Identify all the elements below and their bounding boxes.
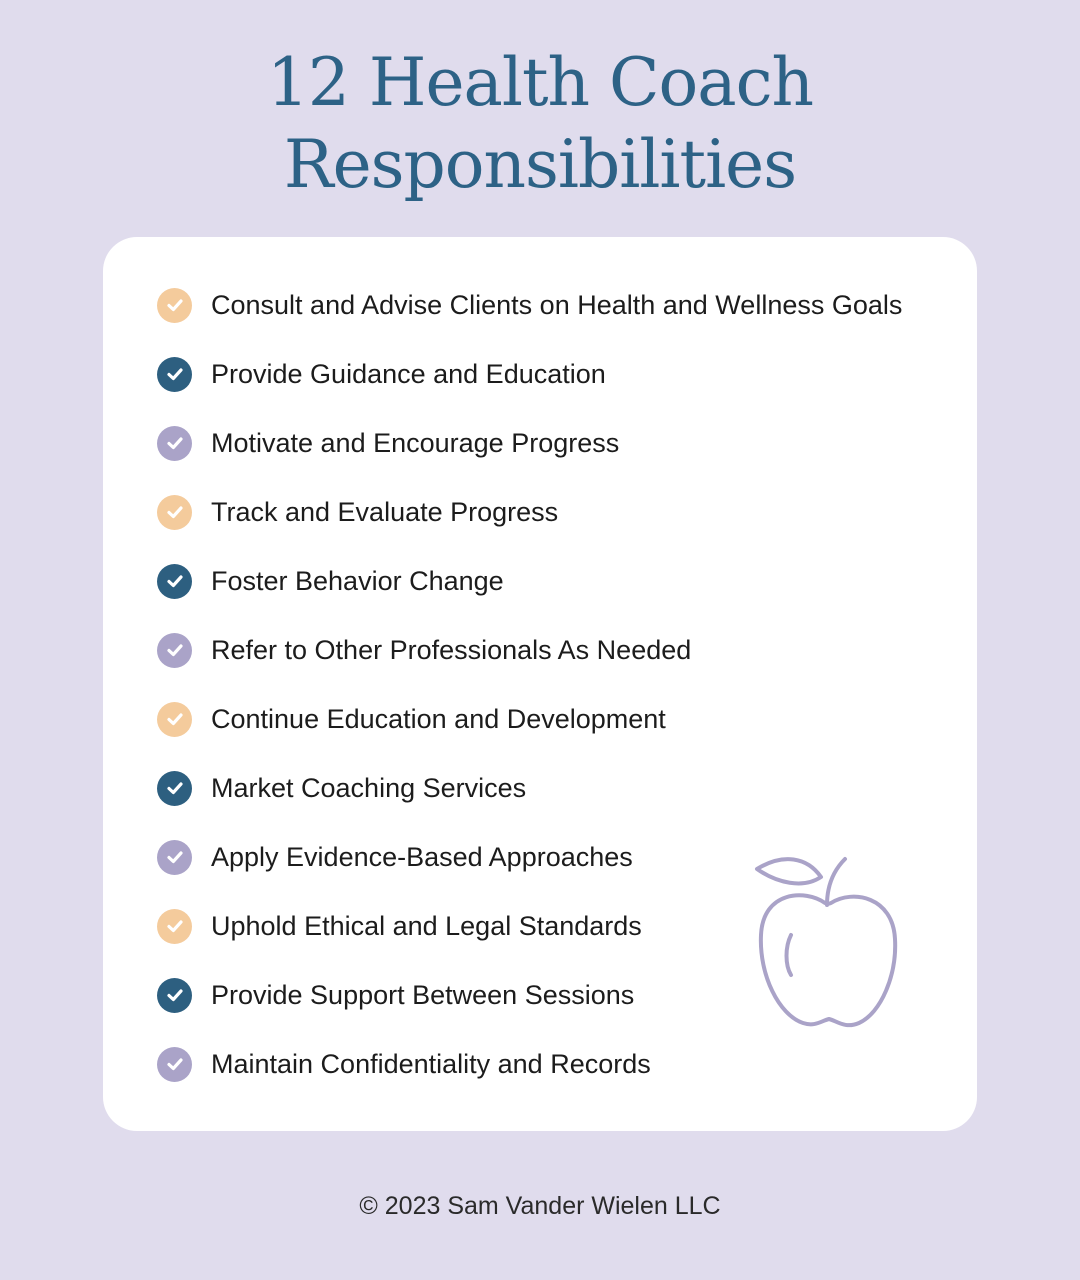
title-line-1: 12 Health Coach <box>266 44 814 121</box>
check-circle-icon <box>157 288 192 323</box>
list-item <box>157 837 633 877</box>
list-item-label: Maintain Confidentiality and Records <box>211 1048 651 1079</box>
check-circle-icon <box>157 357 192 392</box>
list-item-label: Consult and Advise Clients on Health and Wellness Goals <box>211 289 903 320</box>
list-item-label: Continue Education and Development <box>211 703 666 734</box>
check-circle-icon <box>157 702 192 737</box>
check-circle-icon <box>157 840 192 875</box>
list-item <box>157 768 526 808</box>
list-item-label: Track and Evaluate Progress <box>211 496 559 527</box>
list-item <box>157 975 634 1015</box>
list-item-label: Provide Guidance and Education <box>211 358 606 389</box>
copyright-footer: © 2023 Sam Vander Wielen LLC <box>359 1192 721 1220</box>
check-circle-icon <box>157 1047 192 1082</box>
page-title <box>0 42 1080 206</box>
apple-dumbbell-illustration <box>745 835 1050 1075</box>
check-circle-icon <box>157 564 192 599</box>
check-circle-icon <box>157 771 192 806</box>
check-circle-icon <box>157 909 192 944</box>
check-circle-icon <box>157 633 192 668</box>
apple-icon <box>757 859 895 1025</box>
list-item <box>157 285 902 325</box>
list-item-label: Provide Support Between Sessions <box>211 979 635 1010</box>
list-item-label: Uphold Ethical and Legal Standards <box>211 910 642 941</box>
check-circle-icon <box>157 978 192 1013</box>
list-item <box>157 354 606 394</box>
list-item <box>157 423 619 463</box>
list-item-label: Apply Evidence-Based Approaches <box>211 841 633 872</box>
list-item-label: Foster Behavior Change <box>211 565 504 596</box>
list-item-label: Refer to Other Professionals As Needed <box>211 634 692 665</box>
check-circle-icon <box>157 426 192 461</box>
dumbbell-icon <box>980 939 1050 1075</box>
list-item <box>157 1044 651 1084</box>
list-item <box>157 906 642 946</box>
check-circle-icon <box>157 495 192 530</box>
list-item <box>157 630 691 670</box>
list-item <box>157 492 558 532</box>
title-line-2: Responsibilities <box>283 126 797 203</box>
list-item <box>157 699 666 739</box>
list-item-label: Market Coaching Services <box>211 772 527 803</box>
list-item-label: Motivate and Encourage Progress <box>211 427 620 458</box>
list-item <box>157 561 504 601</box>
